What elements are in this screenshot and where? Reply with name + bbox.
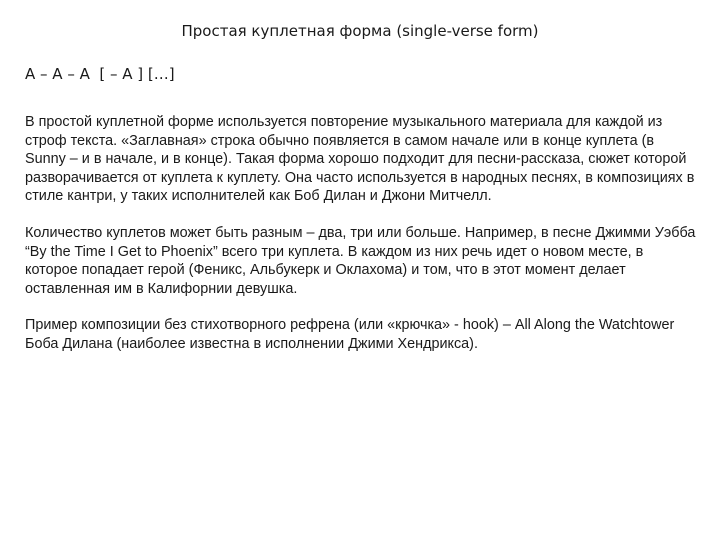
paragraph-verse-count: Количество куплетов может быть разным – два, три или больше. Например, в песне Джимми Уэбба “By the Time I Get to Phoenix” всего три куплета. В каждом из них речь идет о новом месте, в которое попадает герой (Феникс, Альбукерк и Оклахома) и том, что в этот момент делает оставленная им в Калифорнии девушка. [25,224,696,297]
paragraph-example: Пример композиции без стихотворного рефрена (или «крючка» - hook) – All Along the Watchtower Боба Дилана (наиболее известна в исполнении Джими Хендрикса). [25,317,675,352]
slide-title: Простая куплетная форма (single-verse form) [181,22,539,40]
form-formula: А – А – А [ – А ] […] [25,65,175,83]
paragraph-intro: В простой куплетной форме используется повторение музыкального материала для каждой из строф текста. «Заглавная» строка обычно появляется в самом начале или в конце куплета (в Sunny – и в начале, и в конце). Такая форма хорошо подходит для песни-рассказа, сюжет которой разворачивается от куплета к куплету. Она часто используется в народных песнях, в композициях в стиле кантри, у таких исполнителей как Боб Дилан и Джони Митчелл. [25,114,695,205]
body-text [25,113,697,372]
